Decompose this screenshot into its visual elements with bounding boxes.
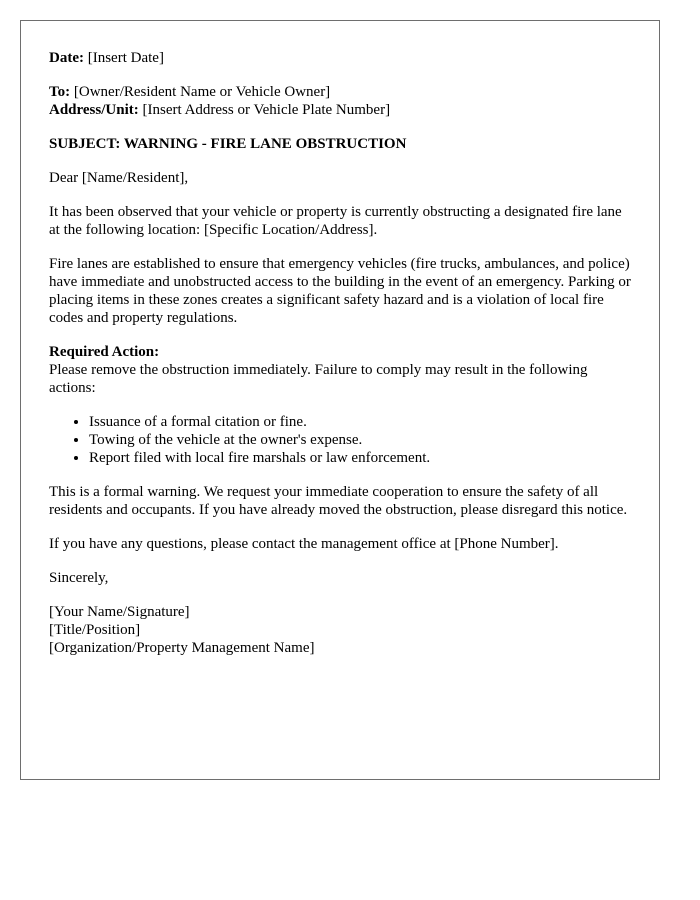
signature-title: [Title/Position] (49, 622, 141, 638)
to-label: To: (49, 84, 71, 100)
closing: Sincerely, (49, 570, 109, 586)
address-label: Address/Unit: (49, 102, 139, 118)
letter-body (49, 49, 634, 673)
to-value: [Owner/Resident Name or Vehicle Owner] (73, 84, 331, 100)
action-list (49, 413, 634, 467)
action-item-report: • Report filed with local fire marshals or law enforcement. (89, 449, 634, 467)
address-value: [Insert Address or Vehicle Plate Number] (142, 102, 391, 118)
contact-paragraph: If you have any questions, please contact the management office at [Phone Number]. (49, 536, 559, 552)
warning-paragraph: This is a formal warning. We request your immediate cooperation to ensure the safety of all residents and occupants. If you have already moved the obstruction, please disregard this notice. (49, 484, 628, 518)
letter-page (20, 20, 660, 780)
required-action-heading: Required Action: (49, 344, 160, 360)
required-action-text: Please remove the obstruction immediately. Failure to comply may result in the following actions: (49, 362, 588, 396)
action-item-citation: • Issuance of a formal citation or fine. (89, 413, 634, 431)
subject-line: SUBJECT: WARNING - FIRE LANE OBSTRUCTION (49, 136, 407, 152)
recipient-block (49, 83, 634, 119)
address-line (49, 101, 634, 119)
date-value: [Insert Date] (87, 50, 164, 66)
explanation-paragraph: Fire lanes are established to ensure that emergency vehicles (fire trucks, ambulances, and police) have immediate and unobstructed access to the building in the event of an emergency. Parking or placing items in these zones creates a significant safety hazard and is a violation of local fire codes and property regulations. (49, 256, 631, 326)
required-action-section (49, 343, 634, 467)
action-item-towing: • Towing of the vehicle at the owner's expense. (89, 431, 634, 449)
to-line (49, 83, 634, 101)
date-label: Date: (49, 50, 84, 66)
observation-paragraph: It has been observed that your vehicle or property is currently obstructing a designated fire lane at the following location: [Specific Location/Address]. (49, 204, 622, 238)
date-line (49, 49, 634, 67)
signature-organization: [Organization/Property Management Name] (49, 640, 315, 656)
signature-name: [Your Name/Signature] (49, 604, 190, 620)
signature-block (49, 603, 634, 657)
greeting: Dear [Name/Resident], (49, 170, 189, 186)
